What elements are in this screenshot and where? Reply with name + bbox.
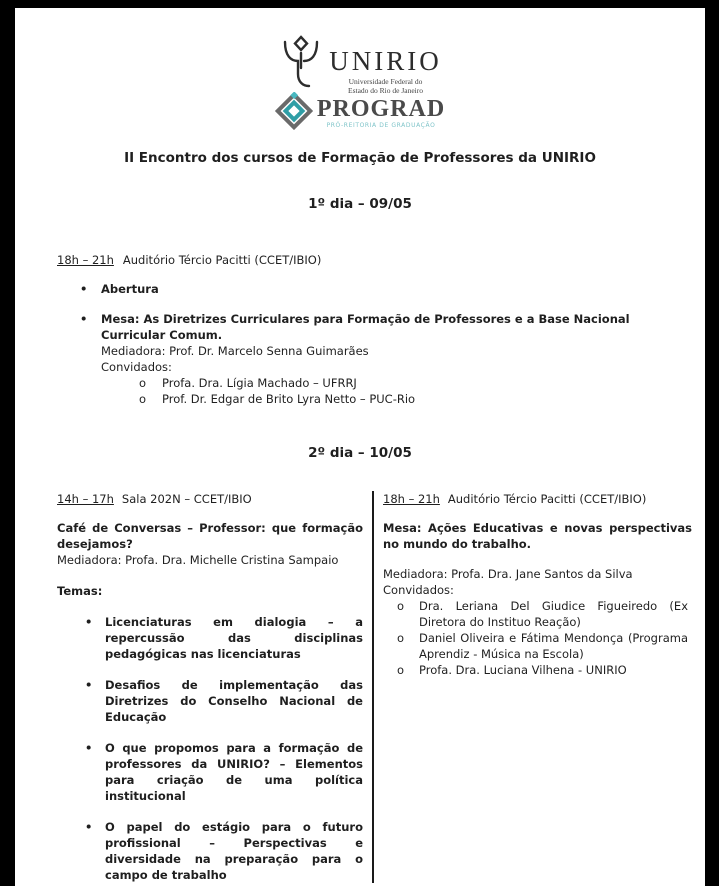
- day1-heading: 1º dia – 09/05: [308, 195, 412, 212]
- day1-guest: Prof. Dr. Edgar de Brito Lyra Netto – PUC-Rio: [162, 391, 416, 406]
- prograd-name: PROGRAD: [316, 95, 446, 122]
- day2-topic: O que propomos para a formação de professores da UNIRIO? – Elementos para criação de uma política institucional: [105, 740, 363, 803]
- list-item: [80, 281, 675, 297]
- bullet-icon: •: [80, 311, 88, 326]
- day1-location: Auditório Tércio Pacitti (CCET/IBIO): [122, 252, 322, 267]
- day1-guest: Profa. Dra. Lígia Machado – UFRRJ: [162, 375, 357, 390]
- day1-time: 18h – 21h: [57, 252, 114, 267]
- scan-border-left: [0, 0, 15, 886]
- day2-topic: Desafios de implementação das Diretrizes do Conselho Nacional de Educação: [105, 677, 363, 724]
- day1-opening-item: Abertura: [101, 281, 159, 296]
- day2-right-column: [374, 491, 692, 883]
- unirio-wordmark: [329, 34, 442, 96]
- day1-mesa-title: Mesa: As Diretrizes Curriculares para Formação de Professores e a Base Nacional Curricular Comum.: [101, 311, 630, 342]
- scan-border-right: [705, 0, 719, 886]
- day2-left-time: 14h – 17h: [57, 491, 114, 506]
- circle-bullet-icon: o: [139, 375, 147, 390]
- list-item: [139, 375, 675, 391]
- header-logos: [15, 8, 705, 134]
- circle-bullet-icon: o: [397, 630, 405, 645]
- day2-right-session-title: Mesa: Ações Educativas e novas perspectivas no mundo do trabalho.: [383, 520, 692, 551]
- day2-left-session-title: Café de Conversas – Professor: que formação desejamos?: [57, 520, 363, 551]
- day2-left-session-header: [57, 491, 363, 507]
- day2-topics-label: Temas:: [57, 583, 103, 598]
- list-item: [85, 677, 363, 725]
- list-item: [85, 740, 363, 804]
- day1-guests-label: Convidados:: [101, 359, 172, 374]
- day2-left-column: [57, 491, 374, 883]
- bullet-icon: •: [85, 614, 93, 629]
- prograd-diamond-icon: [275, 92, 313, 134]
- day2-left-location: Sala 202N – CCET/IBIO: [121, 491, 252, 506]
- circle-bullet-icon: o: [397, 598, 405, 613]
- list-item: [85, 614, 363, 662]
- day2-guest: Daniel Oliveira e Fátima Mendonça (Programa Aprendiz - Música na Escola): [419, 630, 688, 661]
- document-title: II Encontro dos cursos de Formação de Professores da UNIRIO: [124, 149, 596, 166]
- circle-bullet-icon: o: [397, 662, 405, 677]
- day2-right-time: 18h – 21h: [383, 491, 440, 506]
- day2-guest: Profa. Dra. Luciana Vilhena - UNIRIO: [419, 662, 627, 677]
- list-item: [139, 391, 675, 407]
- list-item: [397, 598, 692, 630]
- unirio-mark-icon: [278, 34, 324, 94]
- unirio-subtitle: Universidade Federal do Estado do Rio de Janeiro: [348, 77, 423, 96]
- day2-topic: Licenciaturas em dialogia – a repercussão das disciplinas pedagógicas nas licenciaturas: [105, 614, 363, 661]
- scan-border-top: [0, 0, 719, 8]
- unirio-name: UNIRIO: [329, 46, 442, 76]
- day2-guest: Dra. Leriana Del Giudice Figueiredo (Ex Diretora do Instituo Reação): [419, 598, 688, 629]
- day2-left-mediator: Mediadora: Profa. Dra. Michelle Cristina Sampaio: [57, 552, 339, 567]
- list-item: [397, 630, 692, 662]
- day1-item-list: [80, 281, 675, 407]
- day2-heading: 2º dia – 10/05: [308, 444, 412, 461]
- day2-right-location: Auditório Tércio Pacitti (CCET/IBIO): [447, 491, 647, 506]
- day2-right-mediator: Mediadora: Profa. Dra. Jane Santos da Silva: [383, 566, 633, 581]
- day1-session-header: [57, 252, 705, 268]
- prograd-logo: [15, 92, 705, 134]
- circle-bullet-icon: o: [139, 391, 147, 406]
- list-item: [85, 819, 363, 883]
- bullet-icon: •: [85, 677, 93, 692]
- day2-columns: [57, 491, 692, 883]
- list-item: [397, 662, 692, 678]
- unirio-logo: [278, 34, 442, 96]
- day2-guests-label: Convidados:: [383, 582, 454, 597]
- prograd-subtitle: PRÓ-REITORIA DE GRADUAÇÃO: [326, 121, 436, 129]
- bullet-icon: •: [80, 281, 88, 296]
- day2-topic: O papel do estágio para o futuro profissional – Perspectivas e diversidade na preparação para o campo de trabalho: [105, 819, 363, 882]
- day2-right-session-header: [383, 491, 692, 507]
- day1-mesa-block: [101, 311, 675, 407]
- document-page: [15, 8, 705, 886]
- bullet-icon: •: [85, 819, 93, 834]
- day1-mesa-mediator: Mediadora: Prof. Dr. Marcelo Senna Guimarães: [101, 343, 369, 358]
- prograd-wordmark: [317, 97, 445, 129]
- list-item: [80, 311, 675, 407]
- bullet-icon: •: [85, 740, 93, 755]
